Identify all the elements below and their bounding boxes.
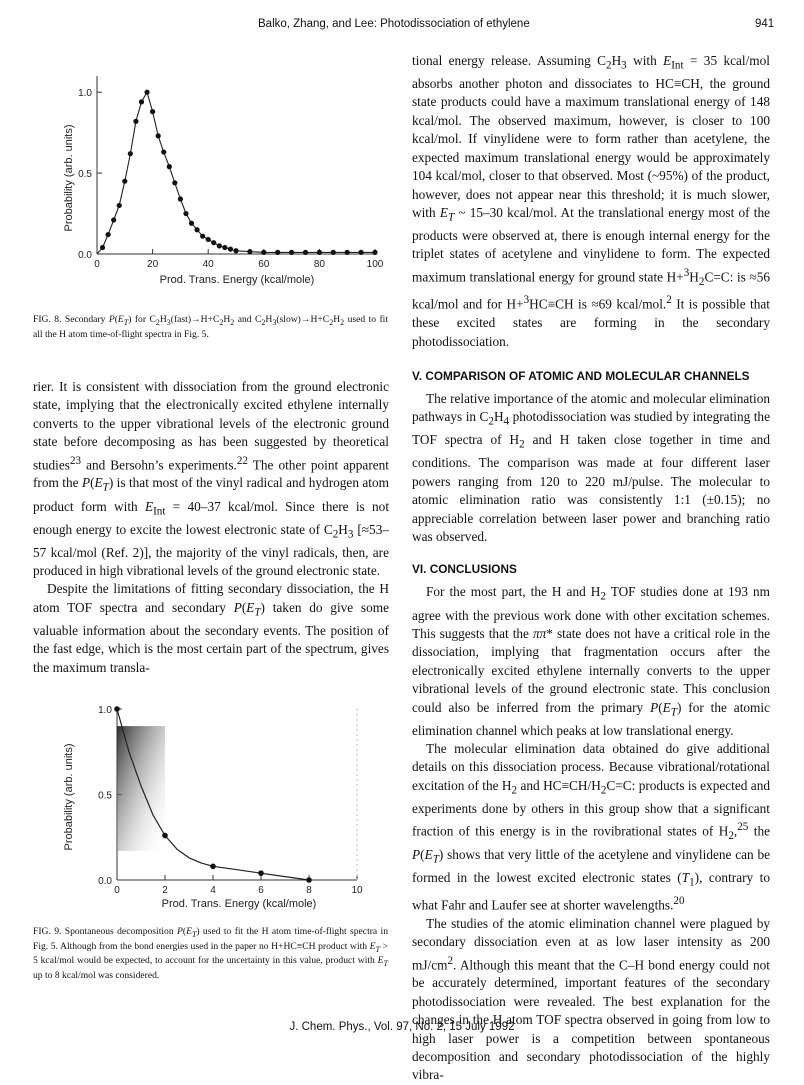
fig8-data-point	[372, 250, 377, 255]
fig9-ylabel: Probability (arb. units)	[63, 743, 75, 851]
fig8-y-tick-label: 0.0	[78, 250, 92, 261]
fig8-data-point	[133, 119, 138, 124]
fig8-data-point	[117, 203, 122, 208]
fig8-data-point	[222, 245, 227, 250]
fig8-data-point	[345, 250, 350, 255]
fig8-data-point	[194, 227, 199, 232]
fig9-data-point	[210, 864, 216, 870]
fig8-xlabel: Prod. Trans. Energy (kcal/mole)	[159, 274, 315, 286]
fig8-data-point	[189, 221, 194, 226]
fig9-x-tick-label: 2	[162, 885, 168, 896]
fig8-data-point	[261, 250, 266, 255]
fig8-data-point	[100, 245, 105, 250]
fig9-x-tick-label: 4	[210, 885, 216, 896]
fig8-data-point	[156, 133, 161, 138]
section-6-heading: VI. CONCLUSIONS	[412, 562, 517, 577]
fig8-data-point	[233, 248, 238, 253]
fig8-data-point	[106, 232, 111, 237]
fig8-data-point	[111, 217, 116, 222]
running-title: Balko, Zhang, and Lee: Photodissociation of ethylene	[258, 18, 530, 30]
fig8-data-point	[183, 211, 188, 216]
figure-8-chart	[50, 58, 384, 288]
fig9-data-point	[306, 877, 312, 883]
fig9-x-tick-label: 8	[306, 885, 312, 896]
fig8-data-point	[359, 250, 364, 255]
fig8-x-tick-label: 40	[202, 259, 214, 270]
fig8-data-point	[144, 90, 149, 95]
page-number: 941	[755, 18, 775, 30]
fig8-data-point	[122, 179, 127, 184]
fig8-data-point	[167, 164, 172, 169]
section-6-paragraph-3: The studies of the atomic elimination channel were plagued by secondary dissociation even at as low laser intensity as 200 $mJ/cm^2$. Although this meant that the C–H bond energy could not be accurately determined, important features of the secondary photodissociation were revealed. The best explanation for the changes in the H atom TOF spectra observed in going from low to high laser power is a competition between spontaneous decomposition and secondary photodissociation of the highly vibra-	[412, 915, 770, 1083]
fig9-y-tick-label: 0.5	[98, 790, 112, 802]
fig8-data-point	[128, 151, 133, 156]
fig8-ylabel: Probability (arb. units)	[63, 124, 75, 232]
fig8-data-point	[161, 149, 166, 154]
fig8-data-point	[303, 250, 308, 255]
fig9-shaded-region	[117, 726, 165, 851]
journal-footer: J. Chem. Phys., Vol. 97, No. 2, 15 July 1992	[289, 1021, 515, 1033]
left-paragraph-2: Despite the limitations of fitting secondary dissociation, the H atom TOF spectra and secondary $P(E_T)$ taken do give some valuable information about the secondary events. The position of the fast edge, which is the most certain part of the spectrum, gives the maximum transla-	[33, 581, 389, 675]
fig8-x-tick-label: 100	[366, 259, 384, 270]
fig8-data-point	[150, 109, 155, 114]
fig9-data-point	[258, 870, 264, 876]
fig8-y-tick-label: 1.0	[78, 88, 92, 100]
fig8-x-tick-label: 20	[147, 259, 159, 270]
fig8-data-point	[200, 234, 205, 239]
fig9-x-tick-label: 6	[258, 885, 264, 896]
fig8-data-point	[178, 196, 183, 201]
fig8-x-tick-label: 0	[94, 259, 100, 270]
fig8-data-point	[289, 250, 294, 255]
fig8-data-point	[317, 250, 322, 255]
fig8-x-tick-label: 60	[258, 259, 270, 270]
fig8-data-point	[228, 247, 233, 252]
figure-8-caption: FIG. 8. Secondary $P(E_T)$ for $C_2H_3(fast)\to H+C_2H_2$ and $C_2H_3(slow)\to H+C_2H_2$ used to fit all the H atom time-of-flight spectra in Fig. 5.	[33, 314, 388, 340]
fig9-xlabel: Prod. Trans. Energy (kcal/mole)	[161, 898, 317, 910]
right-paragraph-1: tional energy release. Assuming $C_2H_3$ with $E_{Int} = 35$ kcal/mol absorbs another photon and dissociates to HC≡CH, the ground state products could have a maximum translational energy of 148 kcal/mol. The observed maximum, however, is closer to 100 kcal/mol. If vinylidene were to form rather than acetylene, the expected maximum translational energy would be approximately 104 kcal/mol, closer to that observed. Most (~95%) of the product, however, does not appear near this threshold; it is much slower, with $E_T$ ~ 15–30 kcal/mol. At the translational energy most of the products were observed at, there is enough internal energy for the triplet states of acetylene and vinylidene to form. The expected maximum translational energy for ground state $H+^3H_2C=C$: is ≈56 kcal/mol and for H+$^3$HC≡CH is ≈69 kcal/mol.$^2$ It is possible that these excited states are forming in the secondary photodissociation.	[412, 53, 771, 349]
fig8-data-point	[217, 243, 222, 248]
fig8-y-tick-label: 0.5	[78, 169, 92, 181]
right-column-text	[412, 52, 770, 1085]
fig8-data-point	[247, 249, 252, 254]
fig8-x-tick-label: 80	[313, 259, 325, 270]
fig8-data-point	[275, 250, 280, 255]
fig8-data-point	[211, 240, 216, 245]
fig9-data-point	[162, 833, 168, 839]
fig8-data-point	[331, 250, 336, 255]
left-column-text	[33, 378, 389, 677]
fig8-data-point	[206, 237, 211, 242]
fig9-x-tick-label: 0	[114, 885, 120, 896]
section-6-paragraph-2: The molecular elimination data obtained do give additional details on this dissociation process. Because vibrational/rotational excitation of the $H_2$ and $HC\equiv CH/H_2C=C$: products is expected and experiments done by others in this group show that a significant fraction of this energy is in the rovibrational states of $H_2,^{25}$ the $P(E_T)$ shows that very little of the acetylene and vinylidene can be formed in the lowest excited electronic states $(T_1)$, contrary to what Fahr and Laufer see at shorter wavelengths.$^{20}$	[412, 741, 770, 913]
fig9-y-tick-label: 0.0	[98, 876, 112, 887]
fig9-data-point	[114, 706, 120, 712]
left-paragraph-1: rier. It is consistent with dissociation from the ground electronic state, implying that the electronically excited ethylene internally converts to the upper vibrational levels of the electronic ground state before decomposing as has been suggested by theoretical studies$^{23}$ and Bersohn’s experiments.$^{22}$ The other point apparent from the $P(E_T)$ is that most of the vinyl radical and hydrogen atom product form with $E_{Int} = 40-37$ kcal/mol. Since there is not enough energy to excite the lowest electronic state of $C_2H_3$ [≈53–57 kcal/mol (Ref. 2)], the majority of the vinyl radicals, then, are produced in high vibrational levels of the ground electronic state.	[33, 379, 390, 579]
section-5-paragraph: The relative importance of the atomic and molecular elimination pathways in $C_2H_4$ photodissociation was studied by integrating the TOF spectra of $H_2$ and H taken close together in time and conditions. The comparison was made at four different laser powers ranging from 120 to 220 mJ/pulse. The molecular to atomic elimination ratio was consistently 1:1 (±0.15); no appreciable correlation between laser power and branching ratio was observed.	[412, 390, 770, 545]
fig9-y-tick-label: 1.0	[98, 705, 112, 716]
section-6-paragraph-1: For the most part, the H and $H_2$ TOF studies done at 193 nm agree with the previous work done with other excitation schemes. This suggests that the ππ* state does not have a critical role in the dissociation, implying that fragmentation occurs after the electronically excited ethylene internally converts to the upper vibrational levels of the ground electronic state. This conclusion could also be inferred from the primary $P(E_T)$ for the atomic elimination channel which peaks at low translational energy.	[412, 584, 770, 738]
figure-9-chart	[52, 692, 382, 922]
figure-9-caption: FIG. 9. Spontaneous decomposition $P(E_T)$ used to fit the H atom time-of-flight spectra in Fig. 5. Although from the bond energies used in the paper no H+HC≡CH product with $E_T > 5$ kcal/mol would be expected, to account for the uncertainty in this value, product with $E_T$ up to 8 kcal/mol was considered.	[33, 926, 388, 981]
section-5-heading: V. COMPARISON OF ATOMIC AND MOLECULAR CHANNELS	[412, 368, 750, 383]
fig8-series-line	[97, 92, 375, 254]
fig9-x-tick-label: 10	[351, 885, 363, 896]
fig8-data-point	[139, 99, 144, 104]
fig8-data-point	[172, 180, 177, 185]
